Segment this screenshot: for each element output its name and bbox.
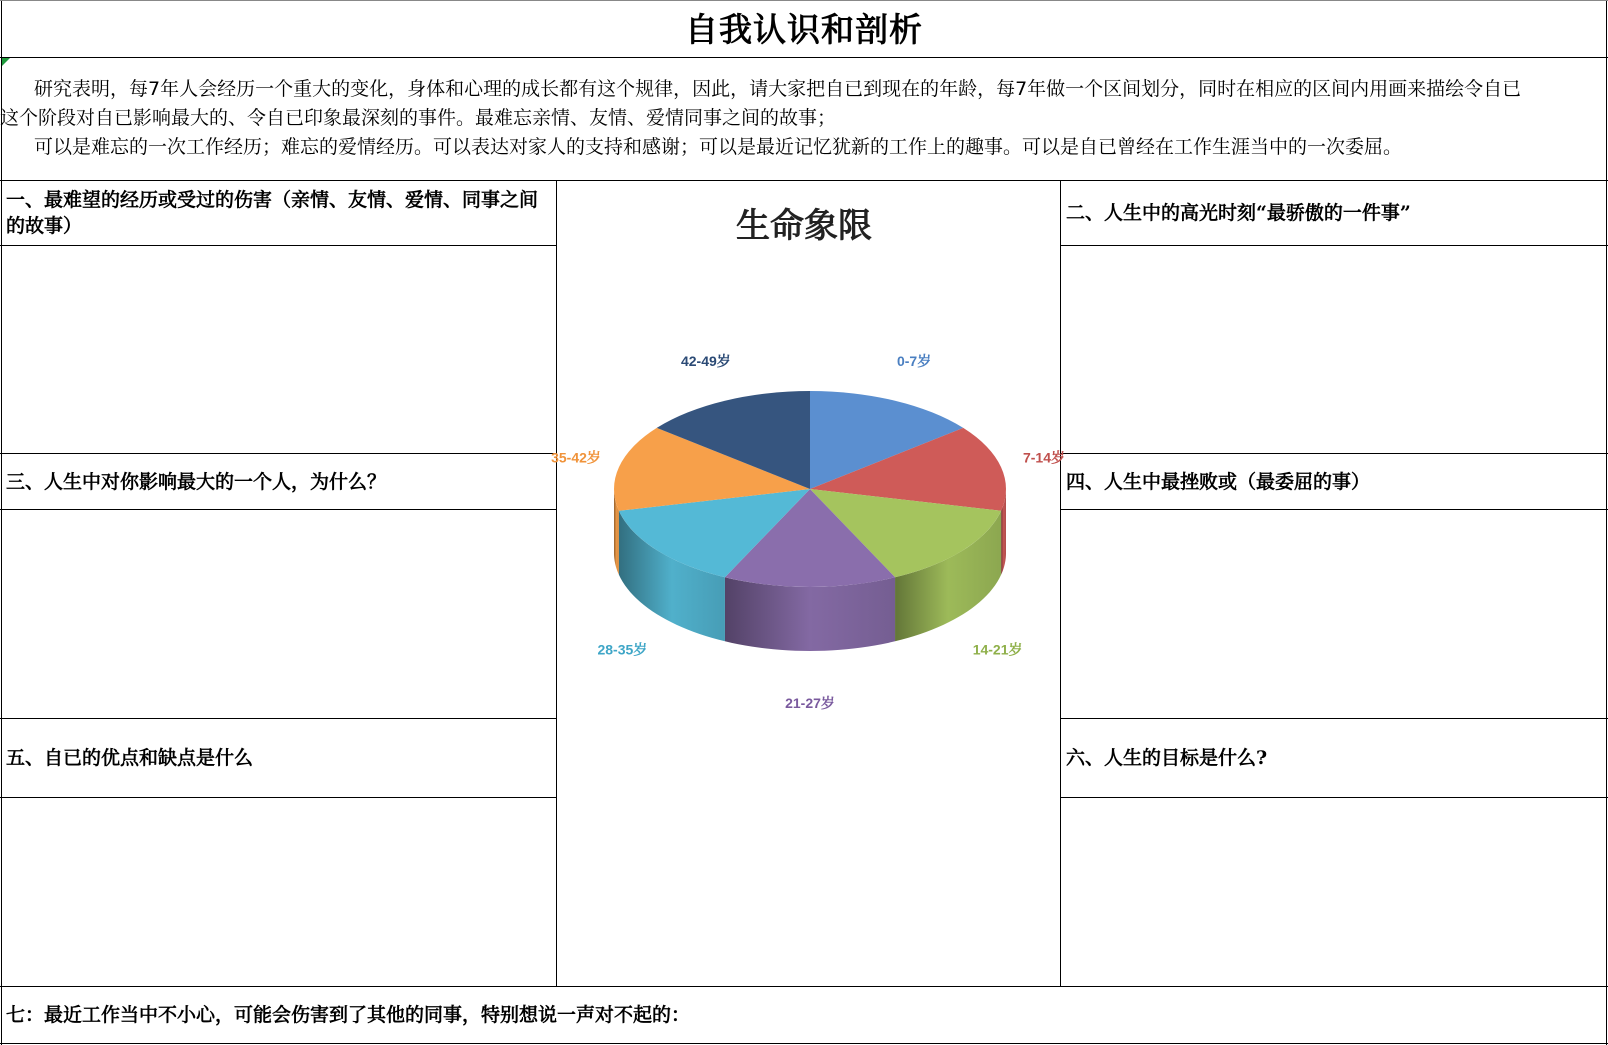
section-5-answer[interactable] [2, 799, 554, 985]
pie-label-3: 21-27岁 [785, 695, 835, 711]
pie-label-1: 7-14岁 [1022, 449, 1066, 466]
intro-text [0, 75, 1604, 162]
row-line [1060, 245, 1608, 246]
section-5-text: 五、自已的优点和缺点是什么 [6, 747, 254, 769]
section-4-label [1062, 455, 1606, 508]
title-divider [0, 57, 1608, 58]
section-3-answer[interactable] [2, 511, 554, 717]
cell-indicator-icon [2, 58, 10, 66]
section-2-label [1062, 182, 1606, 244]
page-title: 自我认识和剖析 [685, 10, 923, 49]
row-line [0, 797, 556, 798]
pie-label-4: 28-35岁 [597, 641, 648, 658]
grid-col-right [1060, 180, 1061, 987]
row-line [0, 245, 556, 246]
section-2-answer[interactable] [1062, 247, 1606, 452]
section-3-label [2, 455, 554, 508]
section-7-text: 七：最近工作当中不小心，可能会伤害到了其他的同事，特别想说一声对不起的： [6, 1004, 691, 1026]
row-line [1060, 453, 1608, 454]
life-quadrant-chart [551, 181, 1066, 987]
row-line [1060, 718, 1608, 719]
pie-label-6: 42-49岁 [680, 353, 731, 370]
row-line [0, 509, 556, 510]
chart-title: 生命象限 [736, 206, 872, 246]
section-1-answer[interactable] [2, 247, 554, 452]
section-3-text: 三、人生中对你影响最大的一个人，为什么？ [6, 470, 387, 493]
section-4-text: 四、人生中最挫败或（最委屈的事） [1066, 470, 1371, 493]
section-2-text: 二、人生中的高光时刻“最骄傲的一件事” [1066, 202, 1411, 224]
section-6-answer[interactable] [1062, 799, 1606, 985]
pie-label-0: 0-7岁 [896, 353, 932, 370]
intro-line-3: 可以是难忘的一次工作经历；难忘的爱情经历。可以表达对家人的支持和感谢；可以是最近记忆犹新的工作上的趣事。可以是自已曾经在工作生涯当中的一次委屈。 [34, 136, 1403, 158]
intro-line-2: 这个阶段对自已影响最大的、令自已印象最深刻的事件。最难忘亲情、友情、爱情同事之间的故事； [0, 107, 837, 129]
row-line [1060, 797, 1608, 798]
row-line [0, 453, 556, 454]
pie-label-5: 35-42岁 [551, 449, 601, 466]
intro-line-1: 研究表明，每7年人会经历一个重大的变化，身体和心理的成长都有这个规律，因此，请大家把自已到现在的年龄，每7年做一个区间划分，同时在相应的区间内用画来描绘令自已 [34, 78, 1522, 100]
row-line [0, 718, 556, 719]
section-4-answer[interactable] [1062, 511, 1606, 717]
frame-top-border [0, 0, 1608, 1]
section-6-text: 六、人生的目标是什么? [1066, 747, 1268, 769]
section-1-text: 一、最难望的经历或受过的伤害（亲情、友情、爱情、同事之间的故事） [6, 189, 539, 237]
section-1-label [2, 182, 554, 244]
pie-label-2: 14-21岁 [972, 641, 1023, 658]
section-7-label[interactable] [2, 988, 1604, 1042]
section-6-label [1062, 720, 1606, 796]
pie-chart-svg [551, 181, 1066, 987]
section-5-label [2, 720, 554, 796]
frame-right-border [1606, 0, 1607, 1045]
row-line [1060, 509, 1608, 510]
row-line [0, 1043, 1608, 1044]
pie-slice-side-3 [725, 577, 895, 651]
